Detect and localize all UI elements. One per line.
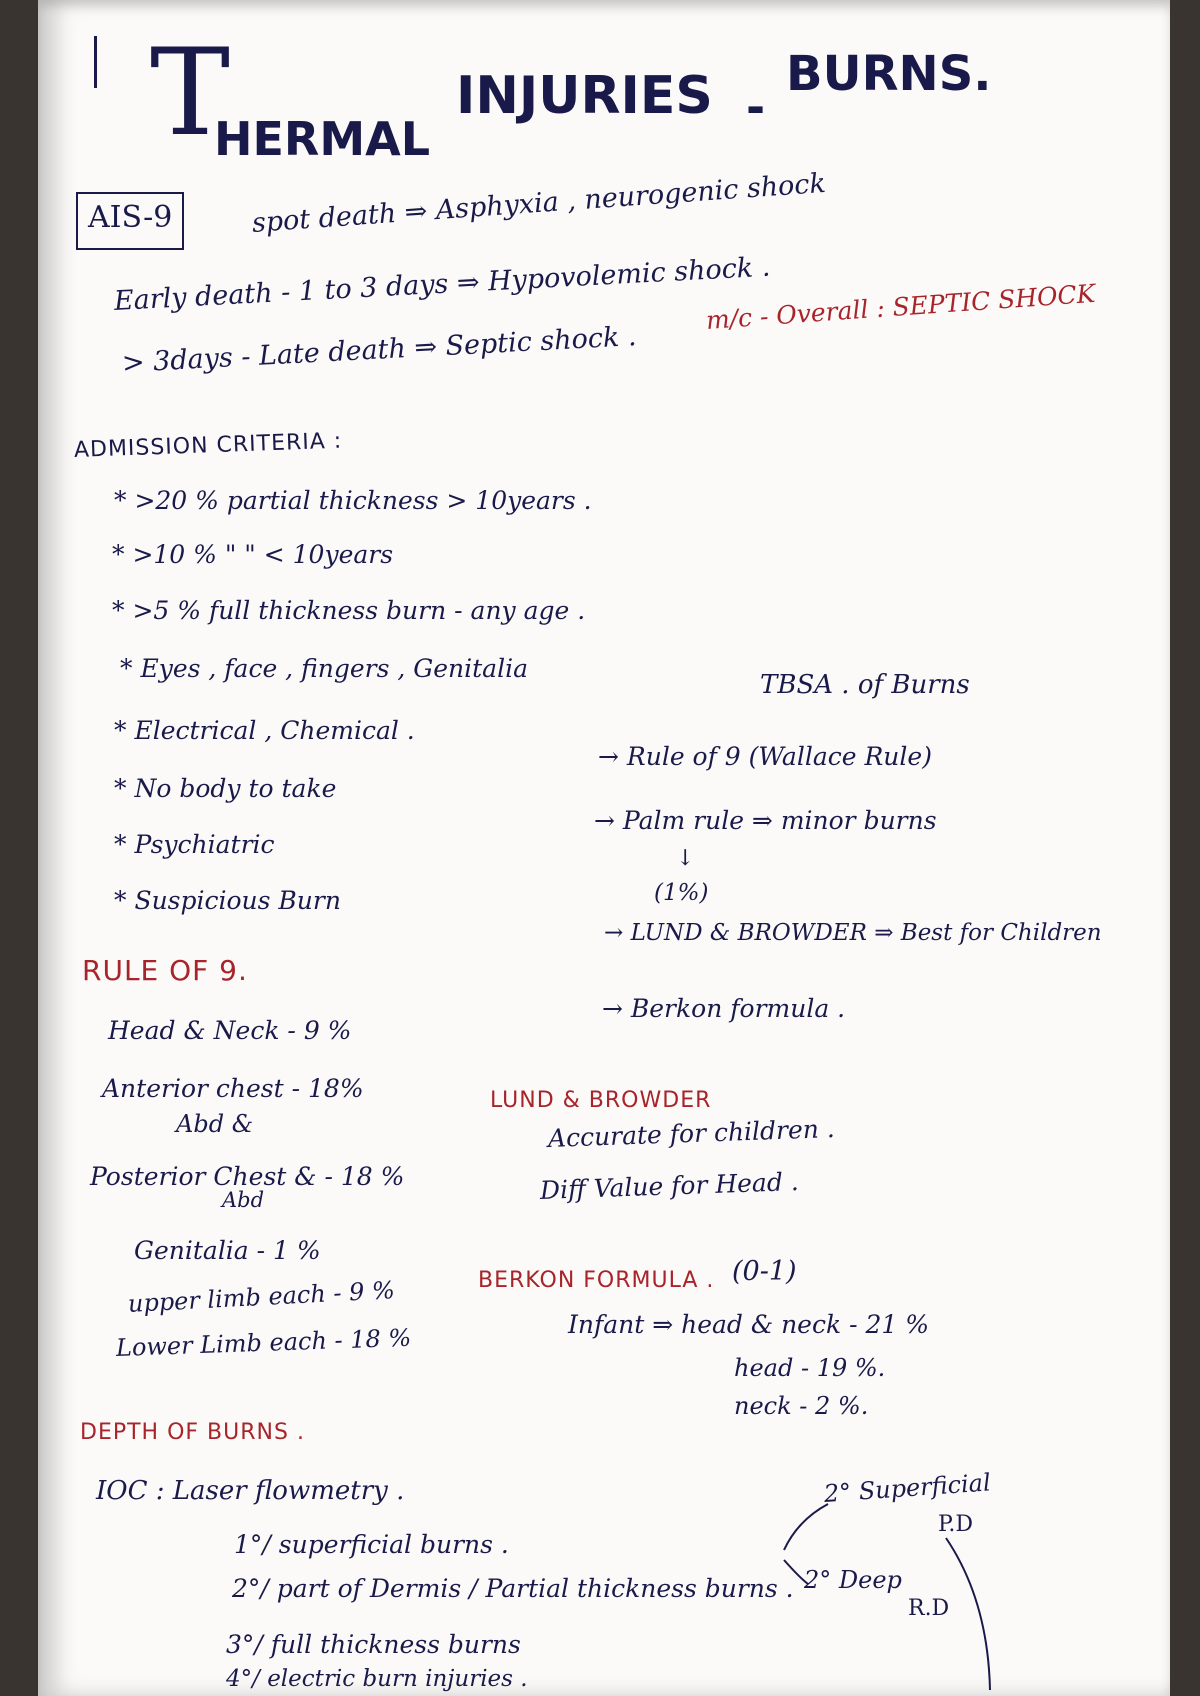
title-hermal: HERMAL	[214, 112, 431, 166]
depth-superficial-partial: 2° Superficial	[823, 1468, 992, 1508]
lund-accurate: Accurate for children .	[547, 1113, 836, 1153]
tbsa-item: → Rule of 9 (Wallace Rule)	[598, 742, 932, 771]
berkon-heading: BERKON FORMULA .	[478, 1268, 715, 1293]
tbsa-item: → Berkon formula .	[602, 994, 846, 1023]
admission-item: * >10 % " " < 10years	[112, 540, 394, 569]
title-t: T	[150, 24, 231, 163]
rule9-item: Posterior Chest & - 18 %	[90, 1162, 405, 1191]
depth-deep-partial: 2° Deep	[804, 1566, 902, 1594]
rule9-heading: RULE OF 9.	[82, 954, 248, 987]
rule9-item: Abd &	[176, 1110, 254, 1138]
berkon-range: (0-1)	[732, 1256, 797, 1287]
lund-heading: LUND & BROWDER	[490, 1088, 712, 1113]
depth-pd: P.D	[938, 1512, 973, 1537]
admission-item: * >20 % partial thickness > 10years .	[114, 486, 592, 515]
ais-label: AIS-9	[88, 200, 173, 235]
depth-first-degree: 1°/ superficial burns .	[234, 1530, 509, 1559]
lund-diff-value: Diff Value for Head .	[539, 1166, 800, 1205]
admission-item: * No body to take	[114, 774, 337, 803]
depth-third-degree: 3°/ full thickness burns	[226, 1630, 521, 1659]
tbsa-item: ↓	[676, 846, 695, 871]
admission-item: * >5 % full thickness burn - any age .	[112, 596, 586, 625]
berkon-head: head - 19 %.	[734, 1354, 886, 1382]
title-dash: -	[746, 80, 766, 134]
ais-overall: m/c - Overall : SEPTIC SHOCK	[704, 278, 1097, 335]
admission-item: * Suspicious Burn	[114, 886, 341, 915]
rule9-item: Genitalia - 1 %	[134, 1236, 321, 1265]
rule9-item: Anterior chest - 18%	[102, 1074, 364, 1103]
depth-fourth-degree: 4°/ electric burn injuries .	[226, 1666, 528, 1692]
depth-second-degree: 2°/ part of Dermis / Partial thickness burns .	[232, 1574, 794, 1603]
tbsa-item: → LUND & BROWDER ⇒ Best for Children	[604, 920, 1102, 946]
admission-item: * Psychiatric	[114, 830, 275, 859]
depth-heading: DEPTH OF BURNS .	[80, 1420, 305, 1445]
berkon-infant: Infant ⇒ head & neck - 21 %	[568, 1310, 929, 1339]
title-burns: BURNS.	[786, 46, 992, 102]
berkon-neck: neck - 2 %.	[734, 1392, 869, 1420]
title-injuries: INJURIES	[456, 66, 713, 126]
rule9-item: Head & Neck - 9 %	[108, 1016, 352, 1045]
admission-heading: ADMISSION CRITERIA :	[73, 428, 343, 463]
admission-item: * Electrical , Chemical .	[114, 716, 415, 745]
depth-ioc: IOC : Laser flowmetry .	[96, 1476, 405, 1506]
depth-rd: R.D	[908, 1596, 950, 1621]
ais-late-death: > 3days - Late death ⇒ Septic shock .	[121, 321, 638, 379]
rule9-item: Abd	[222, 1188, 265, 1212]
tbsa-item: (1%)	[654, 880, 709, 906]
notebook-page	[38, 0, 1170, 1696]
margin-mark	[94, 36, 97, 88]
rule9-item: upper limb each - 9 %	[127, 1276, 396, 1318]
rule9-item: Lower Limb each - 18 %	[115, 1323, 412, 1362]
admission-item: * Eyes , face , fingers , Genitalia	[120, 654, 528, 683]
tbsa-heading: TBSA . of Burns	[760, 670, 970, 700]
tbsa-item: → Palm rule ⇒ minor burns	[594, 806, 937, 835]
ais-spot-death: spot death ⇒ Asphyxia , neurogenic shock	[250, 167, 827, 239]
ais-early-death: Early death - 1 to 3 days ⇒ Hypovolemic shock .	[113, 251, 772, 317]
